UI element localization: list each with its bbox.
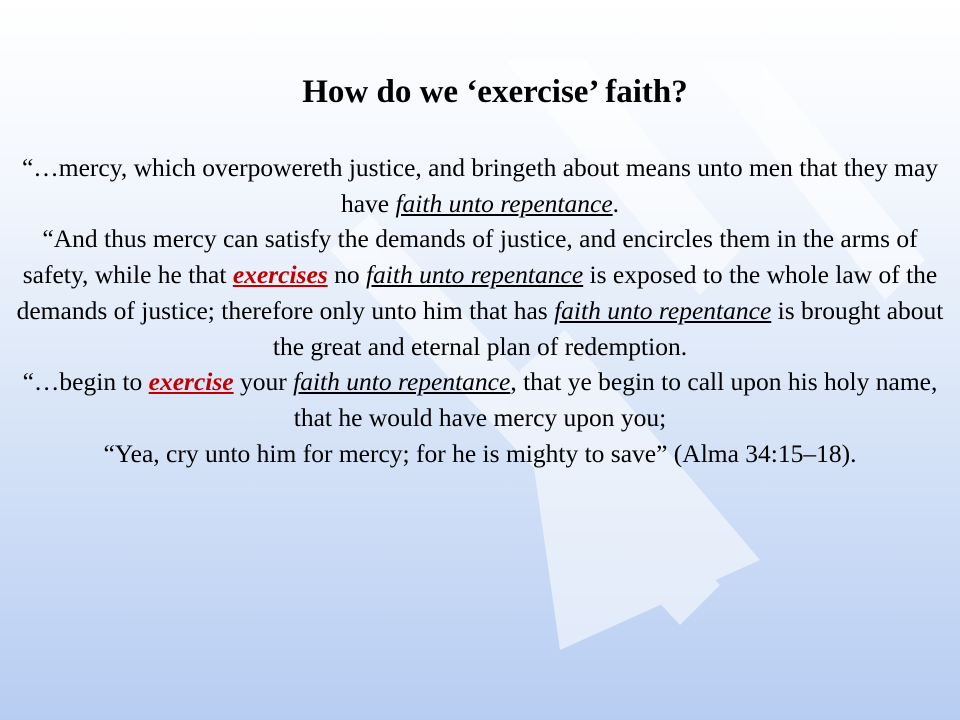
quote-text: “…begin to <box>22 367 149 397</box>
phrase-faith-unto-repentance: faith unto repentance <box>395 188 613 218</box>
quote-text: “And thus mercy can satisfy the demands of justice, and encircles them in the arms of safety, while he that <box>22 224 918 290</box>
slide-title: How do we ‘exercise’ faith? <box>302 74 688 110</box>
quote-text: is brought about the great and eternal plan of redemption. <box>272 295 944 361</box>
phrase-faith-unto-repentance: faith unto repentance <box>365 260 584 290</box>
quote-paragraph-1 <box>12 150 948 221</box>
quote-text: “…mercy, which overpowereth justice, and bringeth about means unto men that they may have <box>21 153 939 218</box>
quote-text: , that ye begin to call upon his holy name, that he would have mercy upon you; <box>293 367 938 432</box>
quote-paragraph-3 <box>12 364 948 435</box>
emphasis-exercise: exercise <box>148 367 234 397</box>
quote-text: no <box>327 260 366 290</box>
phrase-faith-unto-repentance: faith unto repentance <box>293 367 511 397</box>
quote-paragraph-4 <box>12 436 948 472</box>
quote-text: your <box>233 367 294 397</box>
quote-text: “Yea, cry unto him for mercy; for he is mighty to save” (Alma 34:15–18). <box>103 438 857 468</box>
quote-text: . <box>612 188 620 218</box>
quote-paragraph-2 <box>12 221 948 364</box>
scripture-quote <box>12 150 948 471</box>
quote-text: is exposed to the whole law of the demands of justice; therefore only unto him that has <box>16 260 938 325</box>
emphasis-exercises: exercises <box>232 260 328 290</box>
phrase-faith-unto-repentance: faith unto repentance <box>554 295 772 325</box>
